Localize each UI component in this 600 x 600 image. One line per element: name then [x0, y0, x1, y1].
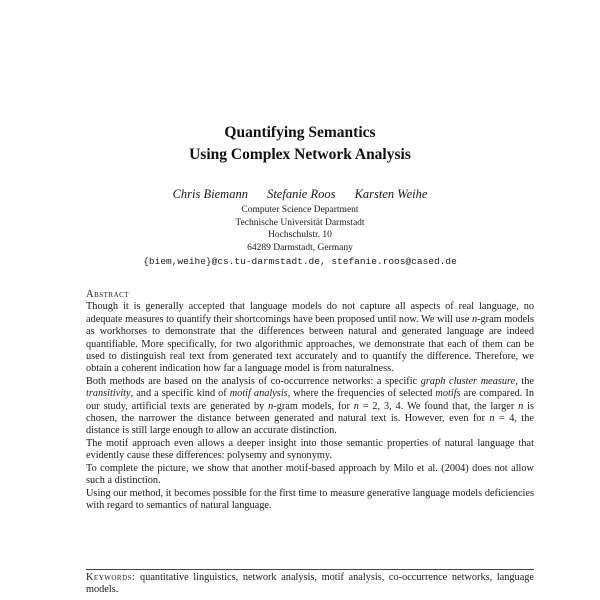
abstract-section — [86, 289, 534, 512]
emphasis: motif analysis — [229, 388, 288, 400]
keywords-label: Keywords: — [86, 572, 136, 583]
title-line-1: Quantifying Semantics — [224, 124, 376, 141]
math-n: n — [489, 413, 495, 425]
abstract-text: , where the frequencies of selected — [287, 388, 436, 400]
abstract-text: is chosen, the narrower the distance between generated and natural text is. However, even for — [86, 400, 534, 425]
affiliation-line: Computer Science Department — [241, 205, 359, 215]
affiliation-line: 64289 Darmstadt, Germany — [247, 242, 353, 253]
abstract-text: = 4, the distance is still large enough to allow an accurate distinction. — [86, 413, 534, 437]
emphasis: transitivity — [86, 388, 131, 400]
emphasis: graph cluster measure — [420, 375, 516, 387]
abstract-text: -gram models as workhorses to demonstrate that the differences between natural and generated language are indeed quantifiable. More specifically, for two algorithmic approaches, we demonstrate that each of them can be used to distinguish real text from generated text accurately and to quantify the difference. Therefore, we obtain a coherent indication how far a language model is from naturalness. — [86, 313, 535, 375]
math-n: n — [268, 400, 274, 412]
abstract-text: , the — [515, 375, 534, 387]
affiliation-block — [0, 204, 600, 254]
math-n: n — [471, 313, 478, 325]
section-divider — [86, 569, 534, 570]
author-email: {biem,weihe}@cs.tu-darmstadt.de, stefanie.roos@cased.de — [143, 256, 457, 267]
emphasis: motifs — [435, 388, 461, 400]
math-n: n — [518, 400, 524, 412]
abstract-heading: Abstract — [86, 289, 130, 300]
abstract-text: , and a specific kind of — [130, 388, 230, 400]
abstract-text: Though it is generally accepted that language models do not capture all aspects of real language, no adequate measures to quantify their shortcomings have been proposed until now. We will use — [86, 301, 534, 325]
abstract-paragraph-3: The motif approach even allows a deeper insight into those semantic properties of natural language that evidently cause these differences: polysemy and synonymy. — [86, 437, 534, 462]
title-line-2: Using Complex Network Analysis — [189, 146, 411, 163]
math-n: n — [353, 400, 359, 412]
abstract-paragraph-5: Using our method, it becomes possible for the first time to measure generative language models deficiencies with regard to semantics of natural language. — [86, 487, 534, 511]
author-list — [0, 186, 600, 202]
abstract-paragraph-2 — [86, 376, 534, 438]
author-name: Stefanie Roos — [267, 187, 336, 201]
affiliation-line: Technische Universität Darmstadt — [235, 217, 365, 228]
paper-title — [0, 122, 600, 166]
abstract-text: = 2, 3, 4. We found that, the larger — [358, 400, 519, 412]
abstract-paragraph-4: To complete the picture, we show that another motif-based approach by Milo et al. (2004) does not allow such a distinction. — [86, 462, 534, 487]
affiliation-line: Hochschulstr. 10 — [268, 230, 332, 241]
abstract-text: are compared. In our study, artificial texts are generated by — [86, 388, 534, 412]
author-name: Chris Biemann — [172, 187, 248, 201]
author-name: Karsten Weihe — [354, 187, 428, 201]
abstract-text: Both methods are based on the analysis of co-occurrence networks: a specific — [86, 375, 421, 387]
keywords-section — [86, 572, 534, 597]
abstract-text: -gram models, for — [273, 400, 354, 412]
keywords-text: quantitative linguistics, network analysis, motif analysis, co-occurrence networks, language models. — [86, 572, 534, 596]
abstract-paragraph-1 — [86, 289, 534, 376]
